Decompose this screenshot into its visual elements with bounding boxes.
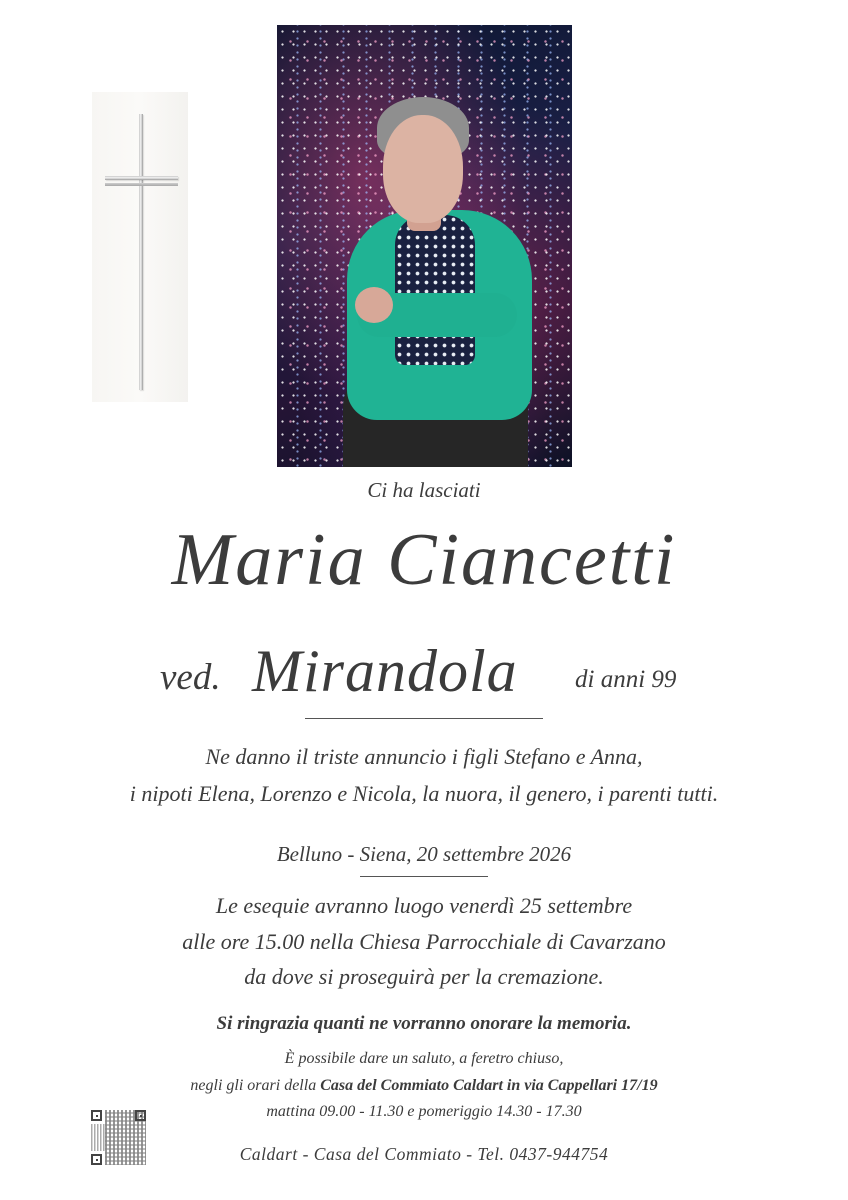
- widow-prefix: ved.: [160, 657, 221, 698]
- visitation-line: [0, 1077, 848, 1095]
- married-surname: Mirandola: [252, 638, 518, 704]
- visitation-line: È possibile dare un saluto, a feretro chiuso,: [284, 1050, 564, 1067]
- visitation-hours: mattina 09.00 - 11.30 e pomeriggio 14.30 - 17.30: [266, 1103, 582, 1120]
- cross-icon-arm: [105, 176, 178, 180]
- announcement-line: i nipoti Elena, Lorenzo e Nicola, la nuora, il genero, i parenti tutti.: [129, 781, 719, 806]
- announcement-line: Ne danno il triste annuncio i figli Stefano e Anna,: [205, 744, 643, 769]
- footer-contact: Caldart - Casa del Commiato - Tel. 0437-944754: [239, 1144, 609, 1164]
- deceased-name: Maria Ciancetti: [171, 519, 677, 601]
- cross-icon: [139, 114, 143, 390]
- funeral-home-address: Casa del Commiato Caldart in via Cappellari 17/19: [320, 1077, 658, 1094]
- divider: [360, 876, 488, 877]
- age-text: di anni 99: [575, 666, 677, 693]
- funeral-line: da dove si proseguirà per la cremazione.: [244, 964, 604, 989]
- thanks-text: Si ringrazia quanti ne vorranno onorare la memoria.: [216, 1013, 632, 1034]
- funeral-line: Le esequie avranno luogo venerdì 25 settembre: [215, 893, 633, 918]
- funeral-line: alle ore 15.00 nella Chiesa Parrocchiale di Cavarzano: [182, 929, 666, 954]
- cross-icon-arm-shadow: [105, 183, 178, 186]
- place-date: Belluno - Siena, 20 settembre 2026: [276, 842, 572, 866]
- left-us-caption: Ci ha lasciati: [367, 478, 481, 502]
- visitation-prefix: negli gli orari della: [190, 1077, 321, 1094]
- portrait-photo: [277, 25, 572, 467]
- divider: [305, 718, 543, 719]
